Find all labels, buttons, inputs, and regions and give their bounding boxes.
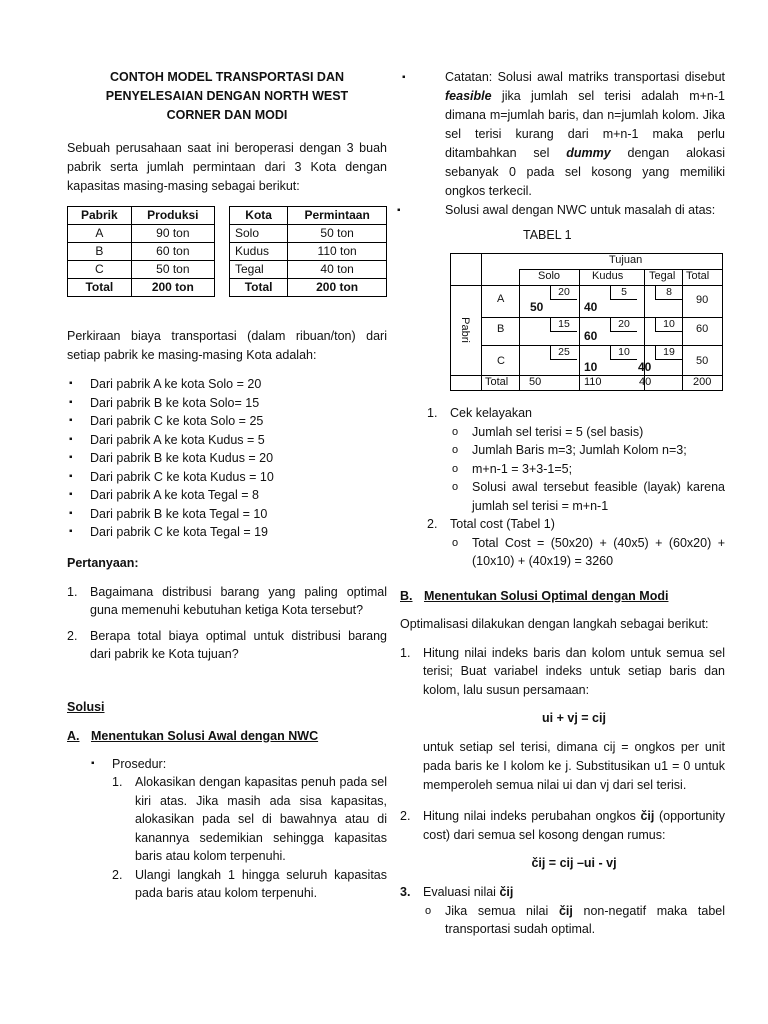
table-cell: 110 ton — [288, 243, 387, 261]
equation: čij = cij –ui - vj — [531, 856, 617, 870]
col-header: Tegal — [649, 270, 676, 282]
solusi-heading: Solusi — [67, 699, 105, 714]
table-cell: A — [68, 225, 132, 243]
list-item — [67, 627, 387, 664]
total-cost-items — [450, 534, 725, 571]
sub-item: o Total Cost = (50x20) + (40x5) + (60x20) + (10x10) + (40x19) = 3260 — [452, 535, 725, 568]
allocation: 10 — [584, 360, 598, 374]
list-text: Hitung nilai indeks perubahan ongkos — [423, 809, 636, 823]
title-line: PENYELESAIAN DENGAN NORTH WEST — [105, 89, 349, 103]
table-cell: Total — [230, 279, 288, 297]
sub-text: Jumlah Baris m=3; Jumlah Kolom n=3; — [472, 443, 687, 457]
demand-table — [229, 206, 387, 297]
col-total: 50 — [529, 376, 542, 388]
row-label: B — [497, 323, 505, 335]
tujuan-label: Tujuan — [609, 254, 643, 266]
text-em: feasible — [445, 89, 492, 103]
left-column — [67, 68, 387, 903]
cost-intro: Perkiraan biaya transportasi (dalam ribuan/ton) dari setiap pabrik ke masing-masing Kota adalah: — [67, 329, 387, 362]
list-item: ▪ Dari pabrik B ke kota Tegal = 10 — [67, 505, 387, 524]
list-text: Total cost (Tabel 1) — [450, 517, 555, 531]
table-cell: Tegal — [230, 261, 288, 279]
cost-cell: 5 — [610, 286, 637, 300]
cost-cell: 25 — [550, 346, 577, 360]
title-line: CORNER DAN MODI — [166, 108, 288, 122]
table-cell: 200 ton — [288, 279, 387, 297]
steps-list — [89, 773, 387, 903]
questions-list — [67, 583, 387, 664]
section-a-heading — [67, 727, 387, 746]
transport-table — [450, 253, 723, 391]
list-item: ▪ Dari pabrik B ke kota Kudus = 20 — [67, 449, 387, 468]
list-item — [400, 807, 725, 844]
allocation: 60 — [584, 329, 598, 343]
list-text-bold: čij — [499, 885, 514, 899]
list-item: ▪ Prosedur: — [89, 755, 387, 774]
table-row — [230, 261, 387, 279]
table-cell: 200 ton — [131, 279, 214, 297]
title-line: CONTOH MODEL TRANSPORTASI DAN — [109, 70, 345, 84]
sub-text: m+n-1 = 3+3-1=5; — [472, 461, 573, 476]
right-column — [400, 68, 725, 245]
header-cell: Pabrik — [68, 207, 132, 225]
sub-text: Solusi awal tersebut feasible (layak) karena jumlah sel terisi = m+n-1 — [472, 480, 725, 513]
cost-cell: 19 — [655, 346, 682, 360]
row-total: 60 — [696, 323, 709, 335]
table-cell: 60 ton — [131, 243, 214, 261]
table-total-row — [230, 279, 387, 297]
table-row — [68, 243, 215, 261]
cost-cell: 20 — [610, 318, 637, 332]
section-title: Menentukan Solusi Optimal dengan Modi — [423, 588, 669, 603]
list-number: 2. — [400, 809, 411, 823]
row-total: 90 — [696, 294, 709, 306]
total-label: Total — [485, 376, 509, 388]
sub-item: o Jumlah Baris m=3; Jumlah Kolom n=3; — [452, 443, 687, 457]
sub-item: o m+n-1 = 3+3-1=5; — [452, 461, 573, 476]
list-item: ▪ Dari pabrik A ke kota Tegal = 8 — [67, 486, 387, 505]
list-number: 2. — [67, 628, 78, 643]
sub-item: o Jumlah sel terisi = 5 (sel basis) — [452, 424, 644, 439]
table-row — [68, 261, 215, 279]
list-item: ▪ Solusi awal dengan NWC untuk masalah di atas: — [395, 201, 725, 220]
header-cell: Kota — [230, 207, 288, 225]
tables-row — [67, 206, 387, 297]
nwc-list — [395, 201, 725, 220]
text: jika jumlah sel terisi adalah m+n-1 dimana m=jumlah baris, dan n=jumlah kolom. Jika sel terisi kurang dari m+n-1 maka perlu ditambahkan sel — [445, 89, 725, 160]
cost-cell: 8 — [655, 286, 682, 300]
row-label: C — [497, 355, 505, 367]
list-item — [112, 866, 387, 903]
table-cell: 50 ton — [288, 225, 387, 243]
header-cell: Permintaan — [288, 207, 387, 225]
list-number: 1. — [400, 645, 411, 660]
col-header: Total — [686, 270, 710, 282]
intro-paragraph: Sebuah perusahaan saat ini beroperasi dengan 3 buah pabrik serta jumlah permintaan dari 3 Kota dengan kapasitas masing-masing sebagai berikut: — [67, 141, 387, 193]
right-lower — [400, 404, 725, 939]
list-item — [400, 644, 725, 700]
table-row — [230, 225, 387, 243]
col-total: 110 — [584, 376, 602, 388]
table-cell: C — [68, 261, 132, 279]
text-em: dummy — [566, 146, 611, 160]
list-item: ▪ Dari pabrik C ke kota Tegal = 19 — [67, 523, 387, 542]
list-text: Hitung nilai indeks baris dan kolom untuk semua sel terisi; Buat variabel indeks untuk setiap baris dan kolom, lalu susun persamaan: — [423, 645, 725, 697]
table-row — [230, 243, 387, 261]
sub-text: Jumlah sel terisi = 5 (sel basis) — [472, 424, 644, 439]
section-b-heading — [400, 587, 725, 606]
list-number: 1. — [67, 584, 78, 599]
prosedur-block — [67, 755, 387, 903]
table-cell: Solo — [230, 225, 288, 243]
section-letter: A. — [67, 728, 80, 743]
cek-items — [450, 423, 725, 516]
col-header: Kudus — [592, 270, 624, 282]
table-cell: Kudus — [230, 243, 288, 261]
sub-text: Jika semua nilai — [445, 903, 549, 918]
table-cell: B — [68, 243, 132, 261]
list-text: Berapa total biaya optimal untuk distribusi barang dari pabrik ke Kota tujuan? — [90, 628, 387, 661]
tabel-label: TABEL 1 — [523, 228, 572, 242]
step3-items — [423, 902, 725, 939]
pabrik-label: Pabri — [459, 317, 471, 343]
catatan-block — [400, 68, 725, 201]
list-item: ▪ Dari pabrik A ke kota Kudus = 5 — [67, 431, 387, 450]
col-total: 200 — [693, 376, 712, 388]
sub-text-bold: čij — [558, 903, 573, 918]
prosedur-list — [89, 755, 387, 774]
list-item: ▪ Dari pabrik C ke kota Kudus = 10 — [67, 468, 387, 487]
sub-text: Total Cost = (50x20) + (40x5) + (60x20) + (10x10) + (40x19) = 3260 — [472, 535, 725, 568]
section-letter: B. — [400, 588, 413, 603]
text: Catatan: Solusi awal matriks transportasi disebut — [445, 70, 725, 84]
list-text-bold: čij — [640, 809, 655, 823]
step1-explanation: untuk setiap sel terisi, dimana cij = ongkos per unit pada baris ke I kolom ke j. Substitusikan u1 = 0 untuk memperoleh semua nilai ui dan vj dari sel terisi. — [423, 740, 725, 792]
table-total-row — [68, 279, 215, 297]
list-text: Ulangi langkah 1 hingga seluruh kapasitas pada baris atau kolom terpenuhi. — [135, 867, 387, 900]
table-row — [68, 225, 215, 243]
list-number: 2. — [427, 517, 438, 531]
equation: ui + vj = cij — [542, 711, 606, 725]
allocation: 40 — [584, 300, 598, 314]
cost-cell: 20 — [550, 286, 577, 300]
list-item: ▪ Dari pabrik A ke kota Solo = 20 — [67, 375, 387, 394]
list-text: Cek kelayakan — [450, 406, 532, 420]
cost-cell: 10 — [655, 318, 682, 332]
cost-cell: 15 — [550, 318, 577, 332]
catatan-list — [400, 68, 725, 201]
text: dengan alokasi sebanyak 0 pada sel kosong yang memiliki ongkos terkecil. — [445, 146, 725, 198]
list-item: ▪ Dari pabrik B ke kota Solo= 15 — [67, 394, 387, 413]
list-text: (opportunity cost) dari semua sel kosong dengan rumus: — [423, 809, 725, 842]
optim-intro: Optimalisasi dilakukan dengan langkah sebagai berikut: — [400, 616, 709, 631]
list-number: 1. — [112, 775, 123, 789]
cost-list — [67, 375, 387, 542]
allocation: 40 — [638, 360, 652, 374]
list-item — [400, 883, 725, 902]
list-item — [112, 773, 387, 866]
production-table — [67, 206, 215, 297]
sub-item: o Jika semua nilai čij non-negatif maka tabel transportasi sudah optimal. — [425, 903, 726, 936]
list-text: Alokasikan dengan kapasitas penuh pada sel kiri atas. Jika masih ada sisa kapasitas, alokasikan pada sel di bawahnya atau di kanannya sedemikian sehingga kapasitas baris atau kolom terpenuhi. — [135, 775, 387, 863]
allocation: 50 — [530, 300, 544, 314]
list-text: Evaluasi nilai — [423, 885, 496, 899]
header-cell: Produksi — [131, 207, 214, 225]
row-label: A — [497, 293, 505, 305]
page-title — [67, 68, 387, 125]
table-cell: 40 ton — [288, 261, 387, 279]
pertanyaan-heading: Pertanyaan: — [67, 555, 139, 570]
list-item — [427, 515, 725, 534]
sub-text: non-negatif maka tabel transportasi sudah optimal. — [445, 903, 726, 936]
sub-item: o Solusi awal tersebut feasible (layak) karena jumlah sel terisi = m+n-1 — [452, 480, 725, 513]
list-item — [67, 583, 387, 620]
col-total: 40 — [639, 376, 652, 388]
row-total: 50 — [696, 355, 709, 367]
list-number: 1. — [427, 406, 438, 420]
list-item — [427, 404, 725, 423]
list-item — [400, 68, 725, 201]
list-number: 3. — [400, 885, 411, 899]
table-cell: Total — [68, 279, 132, 297]
table-cell: 50 ton — [131, 261, 214, 279]
list-text: Bagaimana distribusi barang yang paling optimal guna memenuhi kebutuhan ketiga Kota tersebut? — [90, 584, 387, 617]
list-item: ▪ Dari pabrik C ke kota Solo = 25 — [67, 412, 387, 431]
table-cell: 90 ton — [131, 225, 214, 243]
cost-cell: 10 — [610, 346, 637, 360]
col-header: Solo — [538, 270, 561, 282]
list-number: 2. — [112, 867, 123, 882]
section-title: Menentukan Solusi Awal dengan NWC — [90, 728, 319, 743]
